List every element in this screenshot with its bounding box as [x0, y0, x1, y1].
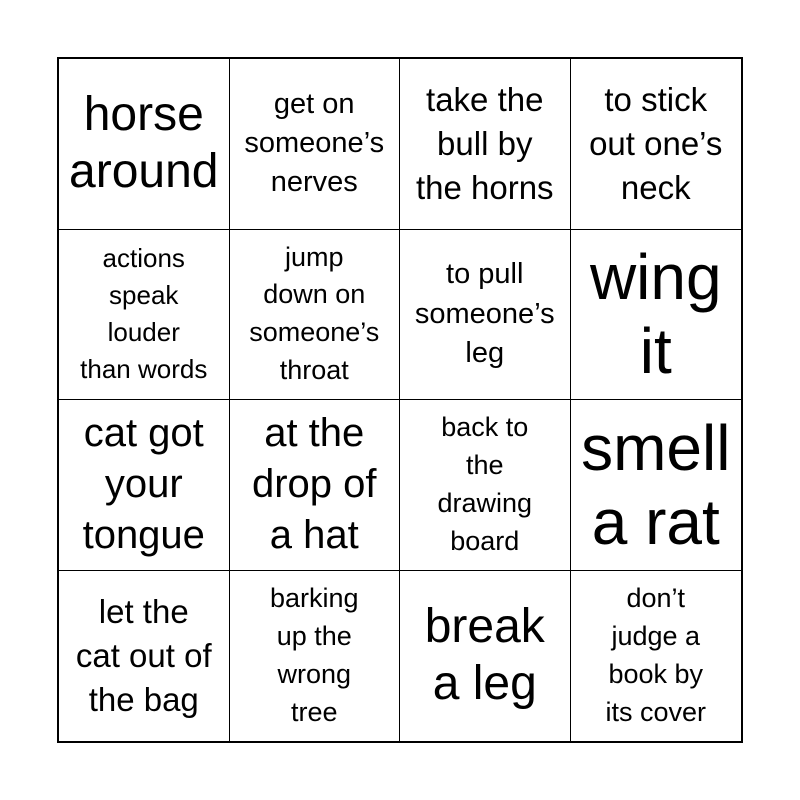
cell-line: someone’s [244, 127, 385, 160]
cell-text [244, 85, 384, 203]
bingo-cell[interactable] [59, 571, 230, 742]
cell-line: it [639, 315, 672, 388]
cell-line: at the [264, 410, 365, 455]
cell-line: up the [276, 620, 352, 651]
cell-text [589, 78, 722, 209]
cell-line: to pull [446, 258, 524, 291]
bingo-cell[interactable] [571, 230, 742, 401]
cell-line: the bag [88, 680, 199, 718]
cell-line: jump [284, 241, 344, 272]
cell-line: a rat [591, 485, 720, 558]
cell-line: the [465, 449, 504, 480]
bingo-cell[interactable] [230, 571, 401, 742]
cell-text [249, 239, 379, 390]
cell-line: drawing [437, 487, 533, 518]
cell-line: wrong [277, 658, 352, 689]
cell-line: take the [426, 81, 544, 119]
cell-line: tongue [82, 513, 205, 558]
cell-line: board [450, 525, 520, 556]
cell-text [605, 580, 706, 731]
cell-line: someone’s [414, 297, 555, 330]
cell-text [252, 408, 377, 562]
cell-text [69, 87, 218, 200]
bingo-cell[interactable] [59, 230, 230, 401]
cell-line: your [104, 462, 183, 507]
cell-line: tree [290, 696, 338, 727]
bingo-cell[interactable] [571, 400, 742, 571]
cell-line: nerves [270, 166, 358, 199]
cell-text [581, 411, 730, 559]
cell-line: louder [107, 317, 180, 348]
cell-text [270, 580, 359, 731]
cell-line: around [69, 144, 219, 198]
cell-line: to stick [604, 81, 708, 119]
cell-line: book by [608, 658, 704, 689]
cell-line: don’t [626, 583, 686, 614]
cell-line: get on [273, 87, 355, 120]
cell-line: actions [102, 243, 185, 274]
cell-text [416, 78, 554, 209]
cell-text [590, 240, 722, 388]
cell-line: someone’s [249, 317, 380, 348]
cell-line: drop of [251, 462, 377, 507]
cell-line: bull by [437, 124, 533, 162]
cell-line: down on [263, 279, 366, 310]
cell-line: the horns [415, 168, 554, 206]
cell-line: than words [80, 354, 208, 385]
bingo-cell[interactable] [230, 59, 401, 230]
cell-line: back to [441, 412, 529, 443]
cell-text [425, 599, 545, 712]
bingo-cell[interactable] [59, 59, 230, 230]
bingo-cell[interactable] [230, 230, 401, 401]
cell-line: break [424, 600, 545, 654]
cell-line: its cover [605, 696, 707, 727]
cell-line: smell [581, 411, 731, 484]
bingo-cell[interactable] [59, 400, 230, 571]
cell-line: a leg [432, 656, 537, 710]
cell-line: throat [279, 355, 349, 386]
bingo-cell[interactable] [400, 230, 571, 401]
cell-text [415, 255, 555, 373]
cell-line: wing [589, 241, 722, 314]
bingo-cell[interactable] [230, 400, 401, 571]
bingo-cell[interactable] [400, 400, 571, 571]
cell-line: neck [620, 168, 691, 206]
cell-line: a hat [269, 513, 359, 558]
cell-line: speak [109, 280, 179, 311]
cell-text [83, 408, 205, 562]
cell-text [76, 590, 212, 721]
cell-text [437, 409, 532, 560]
cell-line: leg [465, 336, 505, 369]
cell-line: cat out of [75, 636, 212, 674]
cell-line: judge a [611, 620, 701, 651]
bingo-cell[interactable] [400, 571, 571, 742]
cell-text [80, 240, 207, 388]
bingo-board [57, 57, 743, 743]
bingo-cell[interactable] [571, 59, 742, 230]
cell-line: cat got [83, 410, 204, 455]
cell-line: barking [269, 583, 359, 614]
cell-line: let the [98, 593, 189, 631]
cell-line: horse [83, 88, 204, 142]
bingo-cell[interactable] [400, 59, 571, 230]
cell-line: out one’s [589, 124, 723, 162]
bingo-cell[interactable] [571, 571, 742, 742]
